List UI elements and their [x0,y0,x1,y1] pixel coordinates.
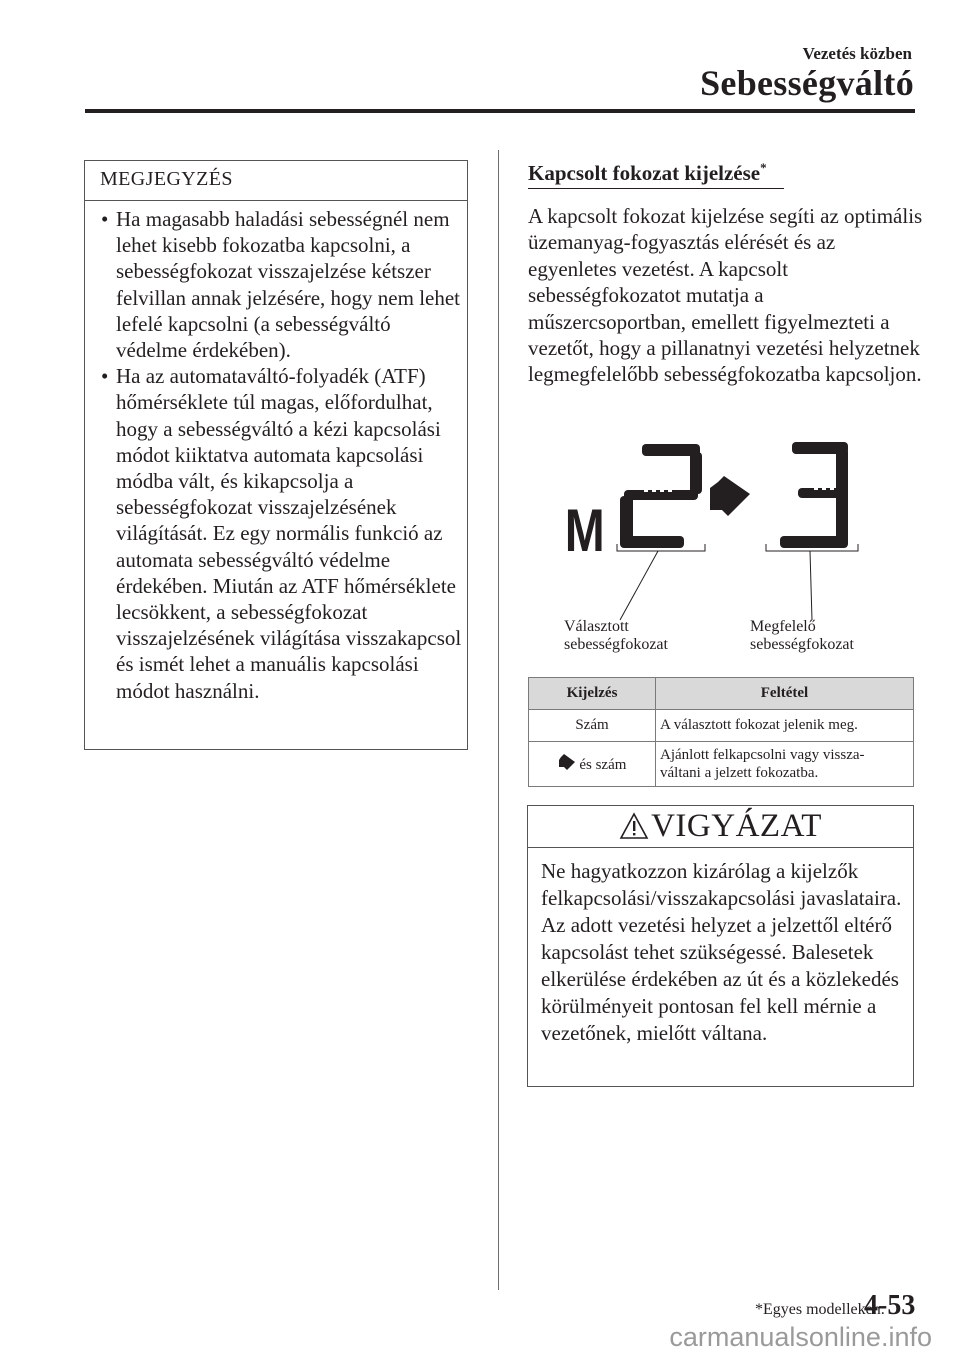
table-header-condition: Feltétel [656,678,914,710]
label-selected-gear: Választott sebességfokozat [564,618,668,653]
table-header-display: Kijelzés [529,678,656,710]
table-cell-condition: A választott fokozat jelenik meg. [656,710,914,742]
label-recommended-gear: Megfelelő sebességfokozat [750,618,854,653]
table-cell-display: és szám [529,742,656,787]
table-cell-display: Szám [529,710,656,742]
recommended-gear-digit-icon [780,442,848,548]
section-title: Kapcsolt fokozat kijelzése* [528,160,767,185]
footnote: *Egyes modelleken. [755,1301,885,1318]
watermark: carmanualsonline.info [669,1322,932,1352]
note-bullet-item: • Ha magasabb haladási sebességnél nem lehet kisebb fokozatba kapcsolni, a sebességfokozat visszajelzése kétszer felvillan annak jelzésére, hogy nem lehet lefelé kapcsolni (a sebességváltó védelme érdekében). [101,207,461,363]
table-cell-condition: Ajánlott felkapcsolni vagy vissza- váltani a jelzett fokozatba. [656,742,914,787]
upshift-arrow-icon [558,754,576,770]
warning-text: Ne hagyatkozzon kizárólag a kijelzők felkapcsolási/visszakapcsolási javaslataira. Az adott vezetési helyzet a jelzettől eltérő kapcsolást tehet szükségessé. Balesetek elkerülése érdekében az út és a közlekedés körülményeit pontosan fel kell mérnie a vezetőnek, mielőtt váltana. [541,859,902,1045]
footnote-mark: * [760,160,767,175]
table-row [529,710,914,742]
upshift-arrow-icon [710,476,750,516]
indicator-table [528,677,914,787]
page-number: 4-53 [864,1290,916,1321]
table-header-row [529,678,914,710]
running-header-section: Vezetés közben [802,44,912,63]
section-paragraph: A kapcsolt fokozat kijelzése segíti az optimális üzemanyag-fogyasztás elérését és az egyenletes vezetést. A kapcsolt sebességfokozatot mutatja a műszercsoportban, emellett figyelmezteti a vezetőt, hogy a pillanatnyi vezetési helyzetnek legmegfelelőbb sebességfokozatba kapcsoljon. [528,204,923,387]
warning-divider [527,847,914,848]
bullet-icon: • [101,364,109,389]
note-bullet-list [100,206,462,704]
warning-triangle-icon [619,812,649,840]
gear-indicator-diagram [560,432,890,667]
column-divider [498,150,499,1290]
note-divider [84,200,468,201]
note-heading: MEGJEGYZÉS [100,168,233,190]
current-gear-digit-icon [620,444,702,548]
note-bullet-item: • Ha az automataváltó-folyadék (ATF) hőmérséklete túl magas, előfordulhat, hogy a sebességváltó a kézi kapcsolási módot kiiktatva automata kapcsolási módba vált, és kikapcsolja a sebességfokozat visszajelzésének világítását. Ez egy normális funkció az automata sebességváltó védelme érdekében. Miután az ATF hőmérséklete lecsökkent, a sebességfokozat visszajelzésének világítása visszakapcsol és ismét lehet a manuális kapcsolási módot használni. [101,364,462,703]
section-title-underline [528,188,784,189]
warning-title: VIGYÁZAT [527,808,914,845]
running-header-title: Sebességváltó [700,63,914,103]
bullet-icon: • [101,207,109,231]
header-rule [85,109,915,113]
mode-letter: M [564,496,605,565]
table-row [529,742,914,787]
